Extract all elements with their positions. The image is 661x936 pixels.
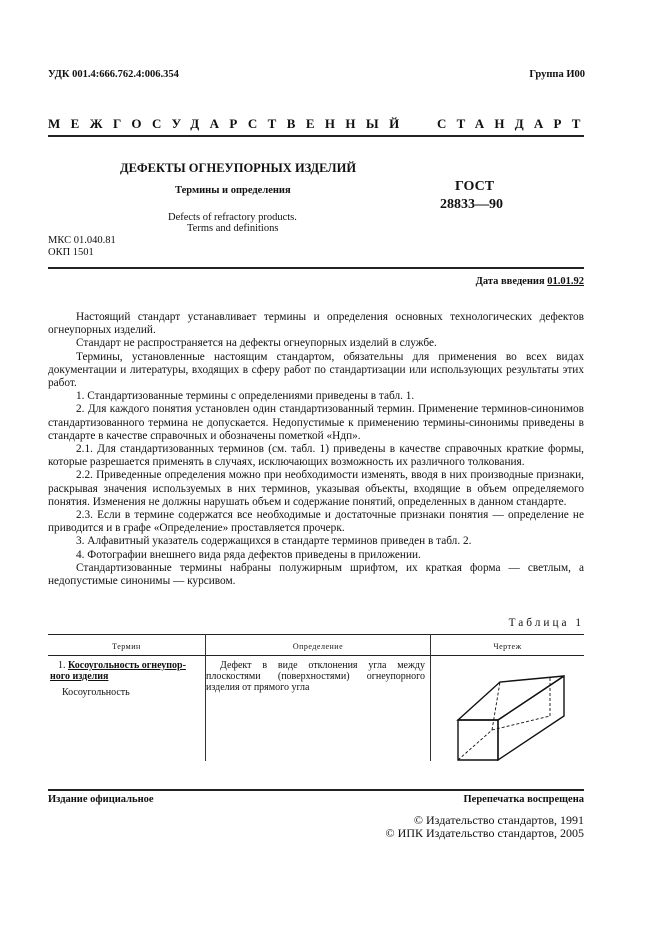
page-subtitle: Термины и определения: [175, 185, 291, 196]
gost-number: 28833—90: [440, 197, 503, 212]
banner-left: МЕЖГОСУДАРСТВЕННЫЙ: [48, 116, 410, 131]
paragraph: Термины, установленные настоящим стандартом, обязательны для применения во всех видах документации и литературы, входящих в сферу работ по стандартизации или использующих результаты этих работ.: [48, 350, 584, 390]
table-header-term: Термин: [112, 642, 141, 651]
term-line2: ного изделия: [50, 671, 109, 682]
page-title: ДЕФЕКТЫ ОГНЕУПОРНЫХ ИЗДЕЛИЙ: [120, 161, 357, 175]
table-top-rule: [48, 634, 584, 635]
banner-right: СТАНДАРТ: [437, 116, 591, 131]
term-line1: Косоугольность огнеупор-: [68, 660, 186, 671]
paragraph: Стандарт не распространяется на дефекты огнеупорных изделий в службе.: [76, 337, 437, 350]
table-col-divider: [205, 634, 206, 761]
paragraph: Стандартизованные термины набраны полужирным шрифтом, их краткая форма — светлым, а недопустимые синонимы — курсивом.: [48, 561, 584, 588]
term-short-form: Косоугольность: [62, 687, 130, 698]
paragraph: 2.3. Если в термине содержатся все необходимые и достаточные признаки понятия — определение не приводится и в графе «Определение» проставляется прочерк.: [48, 509, 584, 535]
table-header-drawing: Чертеж: [493, 642, 522, 651]
table-header-definition: Определение: [292, 642, 344, 651]
intro-date: [476, 276, 584, 287]
table-header-rule: [48, 655, 584, 656]
banner-rule: [48, 135, 584, 137]
paragraph: 3. Алфавитный указатель содержащихся в стандарте терминов приведен в табл. 2.: [76, 535, 472, 548]
english-title-line1: Defects of refractory products.: [168, 212, 297, 223]
table-caption: Таблица 1: [508, 617, 584, 629]
footer-rule: [48, 789, 584, 791]
okp-code: ОКП 1501: [48, 247, 94, 258]
term-number: 1.: [58, 660, 66, 671]
paragraph: 2.1. Для стандартизованных терминов (см. табл. 1) приведены в качестве справочных краткие формы, которые разрешается применять в случаях, исключающих возможность их различного толкования.: [48, 443, 584, 469]
paragraph: 1. Стандартизованные термины с определениями приведены в табл. 1.: [76, 390, 415, 403]
paragraph: Настоящий стандарт устанавливает термины и определения основных технологических дефектов огнеупорных изделий.: [48, 311, 584, 337]
paragraph: 2.2. Приведенные определения можно при необходимости изменять, вводя в них производные признаки, раскрывая значения используемых в них терминов, указывая объекты, входящие в объем определяемого понятия. Изменения не должны нарушать объем и содержание понятий, определенных в данном стандарте.: [48, 469, 584, 508]
english-title-line2: Terms and definitions: [187, 223, 279, 234]
copyright-1991: © Издательство стандартов, 1991: [413, 813, 584, 827]
copyright-2005: © ИПК Издательство стандартов, 2005: [385, 826, 584, 840]
gost-label: ГОСТ: [455, 179, 495, 194]
body-text: [48, 311, 584, 588]
reprint-prohibited: Перепечатка воспрещена: [463, 794, 584, 805]
group-code: Группа И00: [529, 69, 585, 80]
mks-code: МКС 01.040.81: [48, 235, 116, 246]
udk-code: УДК 001.4:666.762.4:006.354: [48, 69, 179, 80]
skewed-brick-drawing: [452, 668, 572, 763]
paragraph: 4. Фотографии внешнего вида ряда дефектов приведены в приложении.: [76, 548, 421, 561]
paragraph: 2. Для каждого понятия установлен один стандартизованный термин. Применение терминов-синонимов стандартизованного термина не допускается. Недопустимые к применению термины-синонимы приведены в стандарте в качестве справочных и обозначены пометкой «Ндп».: [48, 403, 584, 442]
table-row-term: [50, 660, 203, 682]
intro-date-value: 01.01.92: [547, 276, 584, 287]
official-edition: Издание официальное: [48, 794, 154, 805]
title-rule: [48, 267, 584, 269]
intro-date-label: Дата введения: [475, 276, 545, 287]
term-definition: Дефект в виде отклонения угла между плоскостями (поверхностями) огнеупорного изделия от прямого угла: [206, 660, 425, 693]
table-col-divider: [430, 634, 431, 761]
